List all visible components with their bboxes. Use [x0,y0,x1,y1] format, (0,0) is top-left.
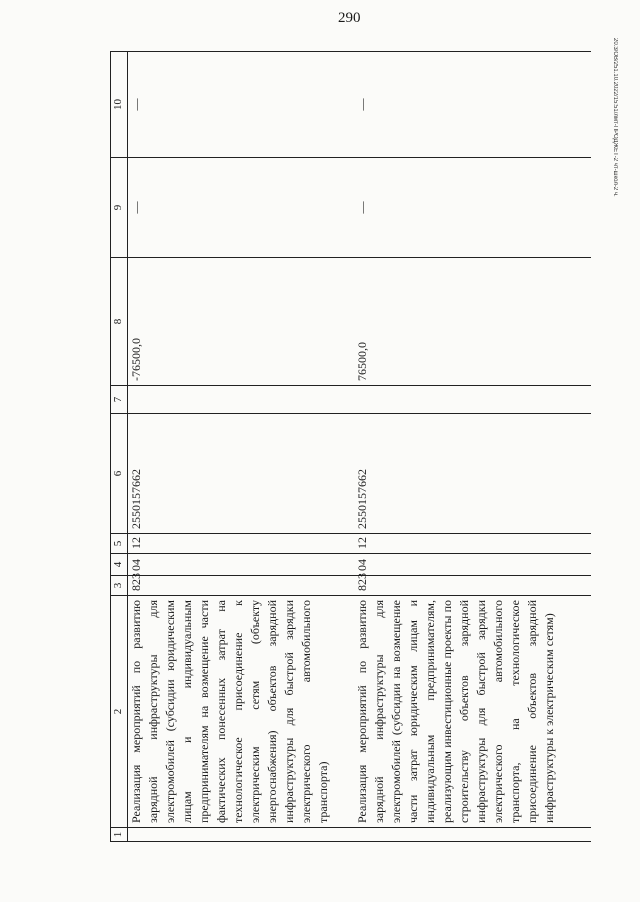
header-cell: 10 [111,52,128,158]
target-cell: 2550157662 [354,414,591,534]
description-cell: Реализация мероприятий по развитию зарядной инфраструктуры для электромобилей (субсидии юридическим лицам и индивидуальным предпринимателям на возмещение части фактических понесенных затрат на технологическое присоединение к электрическим сетям (объекту энергоснабжения) объектов зарядной инфраструктуры для быстрой зарядки электрического автомобильного транспорта) [128,596,355,828]
header-cell: 5 [111,534,128,554]
header-cell: 6 [111,414,128,534]
header-cell: 9 [111,158,128,258]
type-cell [354,386,591,414]
target-cell: 2550157662 [128,414,355,534]
table-row [354,52,591,842]
header-cell: 7 [111,386,128,414]
code-cell: 823 [128,576,355,596]
header-cell: 3 [111,576,128,596]
code-cell: 823 [354,576,591,596]
col10-cell: — [354,52,591,158]
row-number-cell [128,828,355,842]
row-number-cell [354,828,591,842]
header-cell: 2 [111,596,128,828]
col9-cell: — [354,158,591,258]
subsection-cell: 12 [354,534,591,554]
header-cell: 8 [111,258,128,386]
side-stamp: 20.3/ОВ/251.10.2022/15:51/лмт-ПРОДЖЕТ-2 чт-школ-2 ч. [612,38,618,197]
amount-cell: 76500,0 [354,258,591,386]
subsection-cell: 12 [128,534,355,554]
section-cell: 04 [128,554,355,576]
header-cell: 4 [111,554,128,576]
amount-cell: -76500,0 [128,258,355,386]
col10-cell: — [128,52,355,158]
rotated-table-container [110,52,590,842]
type-cell [128,386,355,414]
section-cell: 04 [354,554,591,576]
budget-table [110,51,591,842]
header-cell: 1 [111,828,128,842]
header-row [111,52,128,842]
page-number: 290 [338,10,361,26]
description-cell: Реализация мероприятий по развитию зарядной инфраструктуры для электромобилей (субсидии на возмещение части затрат юридическим лицам и индивидуальным предпринимателям, реализующим инвестиционные проекты по строительству объектов зарядной инфраструктуры для быстрой зарядки электрического автомобильного транспорта, на технологическое присоединение объектов зарядной инфраструктуры к электрическим сетям) [354,596,591,828]
col9-cell: — [128,158,355,258]
table-row [128,52,355,842]
